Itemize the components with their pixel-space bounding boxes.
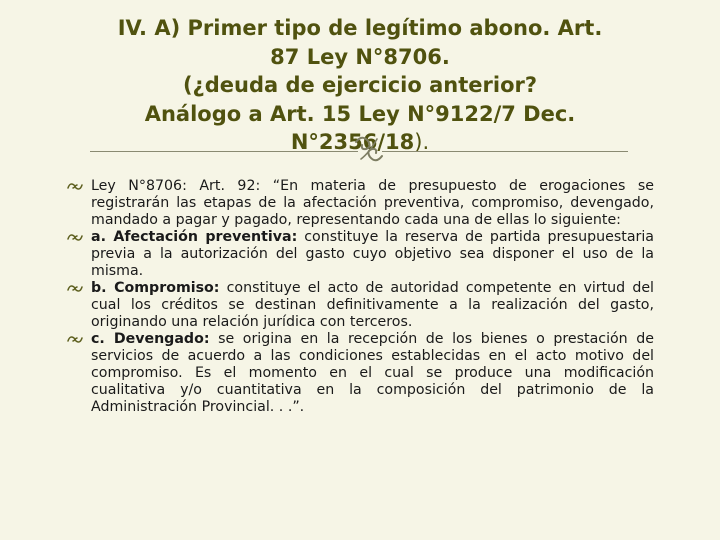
title-line-2: 87 Ley N°8706. [270,44,450,69]
swirl-bullet-icon [66,232,84,243]
title-line-3: (¿deuda de ejercicio anterior? [182,73,538,97]
item-text: constituye la reserva de partida presupuestaria previa a la autorización del gasto cuyo objetivo sea disponer el uso de la misma. [91,229,654,279]
title-line-5-tail: ). [414,130,430,154]
item-label: c. Devengado: [91,331,210,347]
item-label: b. Compromiso: [91,280,220,296]
title-line-5-bold: N°2356/18 [290,130,415,154]
swirl-bullet-icon [66,181,84,192]
title-line-1: IV. A) Primer tipo de legítimo abono. Art. [117,16,603,40]
item-text: se origina en la recepción de los bienes o prestación de servicios de acuerdo a las condiciones establecidas en el acto motivo del compromiso. Es el momento en el cual se produce una modificación cualitativa y/o cuantitativa en la composición del patrimonio de la Administración Provincial. . .”. [91,331,654,415]
swirl-bullet-icon [66,283,84,294]
list-item [66,331,654,416]
slide-body [66,178,654,416]
decorative-swirl-icon [352,132,386,166]
item-text: constituye el acto de autoridad competente en virtud del cual los créditos se destinan definitivamente a la realización del gasto, originando una relación jurídica con terceros. [91,280,654,330]
title-divider-left [90,151,358,152]
list-item [66,178,654,229]
list-item [66,280,654,331]
title-divider-right [382,151,628,152]
list-item [66,229,654,280]
item-label: a. Afectación preventiva: [91,229,298,245]
swirl-bullet-icon [66,334,84,345]
title-line-4: Análogo a Art. 15 Ley N°9122/7 Dec. [144,101,576,126]
item-text: Ley N°8706: Art. 92: “En materia de presupuesto de erogaciones se registrarán las etapas de la afectación preventiva, compromiso, devengado, mandado a pagar y pagado, representando cada una de ellas lo siguiente: [91,178,654,228]
